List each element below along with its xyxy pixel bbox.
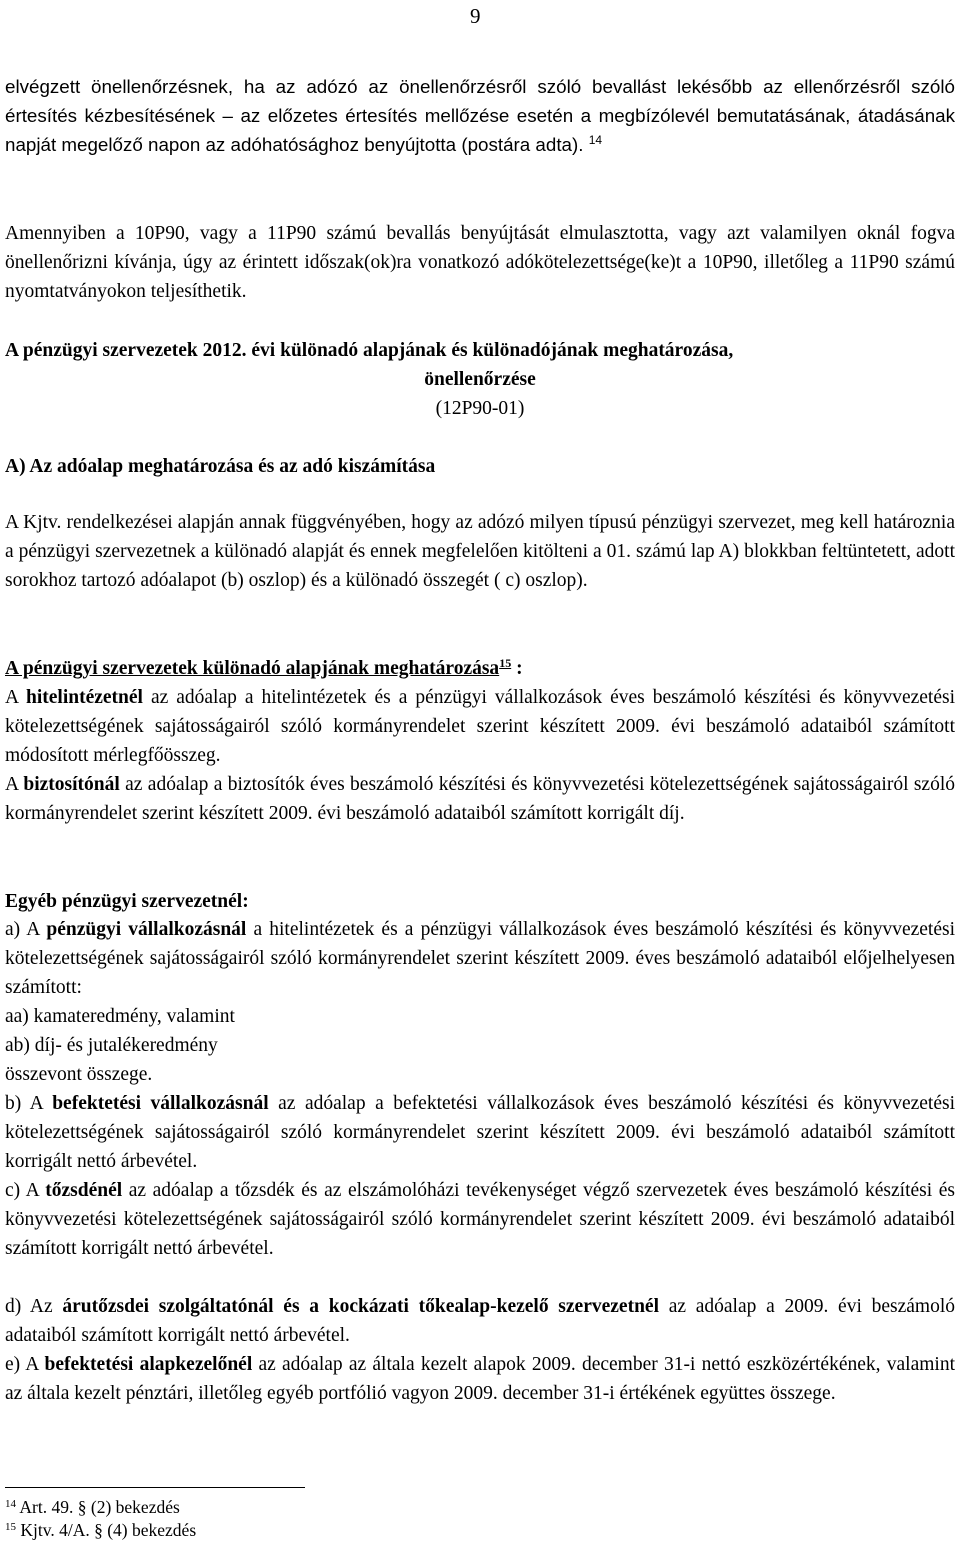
footnote-ref-14[interactable]: 14 bbox=[588, 133, 603, 147]
amennyiben-paragraph: Amennyiben a 10P90, vagy a 11P90 számú bevallás benyújtását elmulasztotta, vagy azt valamilyen oknál fogva önellenőrizni kívánja, úgy az érintett időszak(ok)ra vonatkozó adókötelezettsége(ke)t a 10P90, illetőleg a 11P90 számú nyomtatványokon teljesíthetik. bbox=[5, 223, 955, 302]
c-post: az adóalap a tőzsdék és az elszámolóházi tevékenységet végző szervezetek éves beszámoló készítési és könyvvezetési kötelezettségének sajátosságairól szóló kormányrendelet szerint készített 2009. évi beszámoló adataiból számított korrigált nettó árbevétel. bbox=[5, 1180, 955, 1259]
item-d-paragraph bbox=[5, 1292, 955, 1350]
heading-line-2: önellenőrzése bbox=[424, 369, 536, 390]
item-aa: aa) kamateredmény, valamint bbox=[5, 1006, 235, 1027]
e-bold: befektetési alapkezelőnél bbox=[44, 1354, 253, 1375]
bizt-pre: A bbox=[5, 774, 24, 795]
biztosito-paragraph bbox=[5, 770, 955, 828]
heading-code: (12P90-01) bbox=[435, 398, 525, 419]
item-a-paragraph bbox=[5, 915, 955, 1002]
footnote-14-text: Art. 49. § (2) bekezdés bbox=[19, 1497, 180, 1517]
item-ab: ab) díj- és jutalékeredmény bbox=[5, 1035, 218, 1056]
c-bold: tőzsdénél bbox=[45, 1180, 123, 1201]
osszevont: összevont összege. bbox=[5, 1064, 153, 1085]
a-post: a hitelintézetek és a pénzügyi vállalkozások éves beszámoló készítési és könyvvezetési kötelezettségének sajátosságairól szóló kormányrendelet szerint készített 2009. éves beszámoló adataiból előjelhelyesen számított: bbox=[5, 919, 955, 998]
bizt-post: az adóalap a biztosítók éves beszámoló készítési és könyvvezetési kötelezettségének sajátosságairól szóló kormányrendelet szerint készített 2009. évi beszámoló adataiból számított korrigált díj. bbox=[5, 774, 955, 824]
d-bold: árutőzsdei szolgáltatónál és a kockázati tőkealap-kezelő szervezetnél bbox=[62, 1296, 659, 1317]
section-a-heading: A) Az adóalap meghatározása és az adó kiszámítása bbox=[5, 456, 436, 477]
e-pre: e) A bbox=[5, 1354, 45, 1375]
footnote-15-num: 15 bbox=[5, 1521, 16, 1533]
intro-paragraph bbox=[5, 72, 955, 159]
hitel-post: az adóalap a hitelintézetek és a pénzügyi vállalkozások éves beszámoló készítési és könyvvezetési kötelezettségének sajátosságairól szóló kormányrendelet szerint készített 2009. évi beszámoló adataiból számított módosított mérlegfőösszeg. bbox=[5, 687, 955, 766]
kjtv-paragraph: A Kjtv. rendelkezései alapján annak függvényében, hogy az adózó milyen típusú pénzügyi szervezet, meg kell határoznia a pénzügyi szervezetnek a különadó alapját és ennek megfelelően kitölteni a 01. számú lap A) blokkban feltüntetett, adott sorokhoz tartozó adóalapot (b) oszlop) és a különadó összegét ( c) oszlop). bbox=[5, 512, 955, 591]
b-bold: befektetési vállalkozásnál bbox=[52, 1093, 269, 1114]
c-pre: c) A bbox=[5, 1180, 46, 1201]
footnote-15 bbox=[5, 1519, 196, 1541]
footnote-14-num: 14 bbox=[5, 1498, 16, 1510]
intro-text: elvégzett önellenőrzésnek, ha az adózó az önellenőrzésről szóló bevallást lekésőbb az ellenőrzésről szóló értesítés kézbesítésének – az előzetes értesítés mellőzése esetén a megbízólevél bemutatásának, átadásának napját megelőző napon az adóhatósághoz benyújtotta (postára adta). bbox=[5, 76, 955, 155]
item-b-paragraph bbox=[5, 1089, 955, 1176]
alap-heading-colon: : bbox=[516, 658, 523, 679]
b-post: az adóalap a befektetési vállalkozások éves beszámoló készítési és könyvvezetési kötelezettségének sajátosságairól szóló kormányrendelet szerint készített 2009. évi beszámoló adataiból számított korrigált nettó árbevétel. bbox=[5, 1093, 955, 1172]
item-c-paragraph bbox=[5, 1176, 955, 1263]
heading-line-1: A pénzügyi szervezetek 2012. évi különadó alapjának és különadójának meghatározása, bbox=[5, 340, 734, 361]
footnote-14 bbox=[5, 1496, 180, 1518]
page-number: 9 bbox=[470, 4, 481, 28]
alap-heading bbox=[5, 654, 955, 683]
hitel-pre: A bbox=[5, 687, 26, 708]
footnote-ref-15[interactable]: 15 bbox=[499, 656, 512, 670]
footnote-15-text: Kjtv. 4/A. § (4) bekezdés bbox=[20, 1520, 197, 1540]
footnote-separator bbox=[5, 1487, 305, 1488]
a-pre: a) A bbox=[5, 919, 47, 940]
egyeb-heading: Egyéb pénzügyi szervezetnél: bbox=[5, 891, 249, 912]
e-post: az adóalap az általa kezelt alapok 2009. december 31-i nettó eszközértékének, valamint az általa kezelt pénztári, illetőleg egyéb portfólió vagyon 2009. december 31-i értékének együttes összege. bbox=[5, 1354, 955, 1404]
bizt-bold: biztosítónál bbox=[23, 774, 120, 795]
hitel-bold: hitelintézetnél bbox=[26, 687, 143, 708]
b-pre: b) A bbox=[5, 1093, 53, 1114]
d-pre: d) Az bbox=[5, 1296, 63, 1317]
alap-heading-text: A pénzügyi szervezetek különadó alapjának meghatározása bbox=[5, 658, 500, 679]
item-e-paragraph bbox=[5, 1350, 955, 1408]
d-post: az adóalap a 2009. évi beszámoló adataiból számított korrigált nettó árbevétel. bbox=[5, 1296, 955, 1346]
a-bold: pénzügyi vállalkozásnál bbox=[46, 919, 247, 940]
hitelintezet-paragraph bbox=[5, 683, 955, 770]
